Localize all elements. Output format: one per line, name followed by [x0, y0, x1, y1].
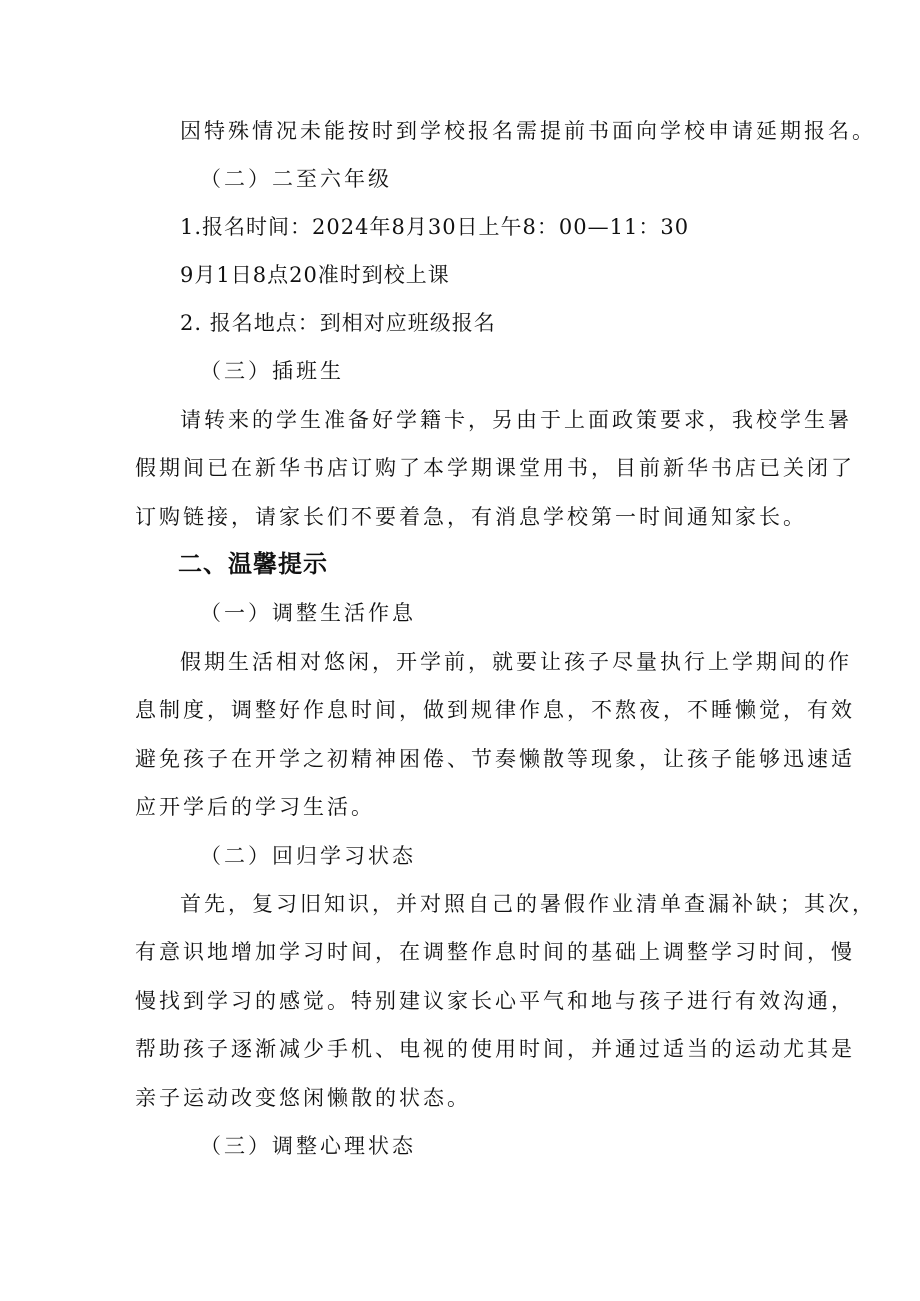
- registration-time: 1.报名时间：2024年8月30日上午8：00—11：30: [180, 215, 690, 239]
- subheading-grades-2-6: （二）二至六年级: [200, 167, 392, 191]
- routine-paragraph-line: 假期生活相对悠闲，开学前，就要让孩子尽量执行上学期间的作: [180, 650, 852, 674]
- study-paragraph-line: 亲子运动改变悠闲懒散的状态。: [135, 1086, 471, 1110]
- study-paragraph-line: 有意识地增加学习时间，在调整作息时间的基础上调整学习时间，慢: [135, 940, 855, 964]
- study-paragraph-line: 帮助孩子逐渐减少手机、电视的使用时间，并通过适当的运动尤其是: [135, 1037, 855, 1061]
- registration-place: 2. 报名地点：到相对应班级报名: [180, 311, 496, 335]
- routine-paragraph-line: 应开学后的学习生活。: [135, 795, 375, 819]
- transfer-paragraph-line: 请转来的学生准备好学籍卡，另由于上面政策要求，我校学生暑: [180, 408, 852, 432]
- transfer-paragraph-line: 订购链接，请家长们不要着急，有消息学校第一时间通知家长。: [135, 505, 807, 529]
- subheading-study: （二）回归学习状态: [200, 844, 416, 868]
- section-heading-tips: 二、温馨提示: [178, 550, 328, 578]
- routine-paragraph-line: 避免孩子在开学之初精神困倦、节奏懒散等现象，让孩子能够迅速适: [135, 747, 855, 771]
- subheading-transfer-students: （三）插班生: [200, 359, 344, 383]
- class-start-time: 9月1日8点20准时到校上课: [180, 263, 450, 287]
- study-paragraph-line: 首先，复习旧知识，并对照自己的暑假作业清单查漏补缺；其次，: [180, 892, 876, 916]
- study-paragraph-line: 慢找到学习的感觉。特别建议家长心平气和地与孩子进行有效沟通，: [135, 989, 855, 1013]
- transfer-paragraph-line: 假期间已在新华书店订购了本学期课堂用书，目前新华书店已关闭了: [135, 456, 855, 480]
- subheading-routine: （一）调整生活作息: [200, 601, 416, 625]
- paragraph-late-registration: 因特殊情况未能按时到学校报名需提前书面向学校申请延期报名。: [180, 119, 876, 143]
- routine-paragraph-line: 息制度，调整好作息时间，做到规律作息，不熬夜，不睡懒觉，有效: [135, 698, 855, 722]
- subheading-mental: （三）调整心理状态: [200, 1134, 416, 1158]
